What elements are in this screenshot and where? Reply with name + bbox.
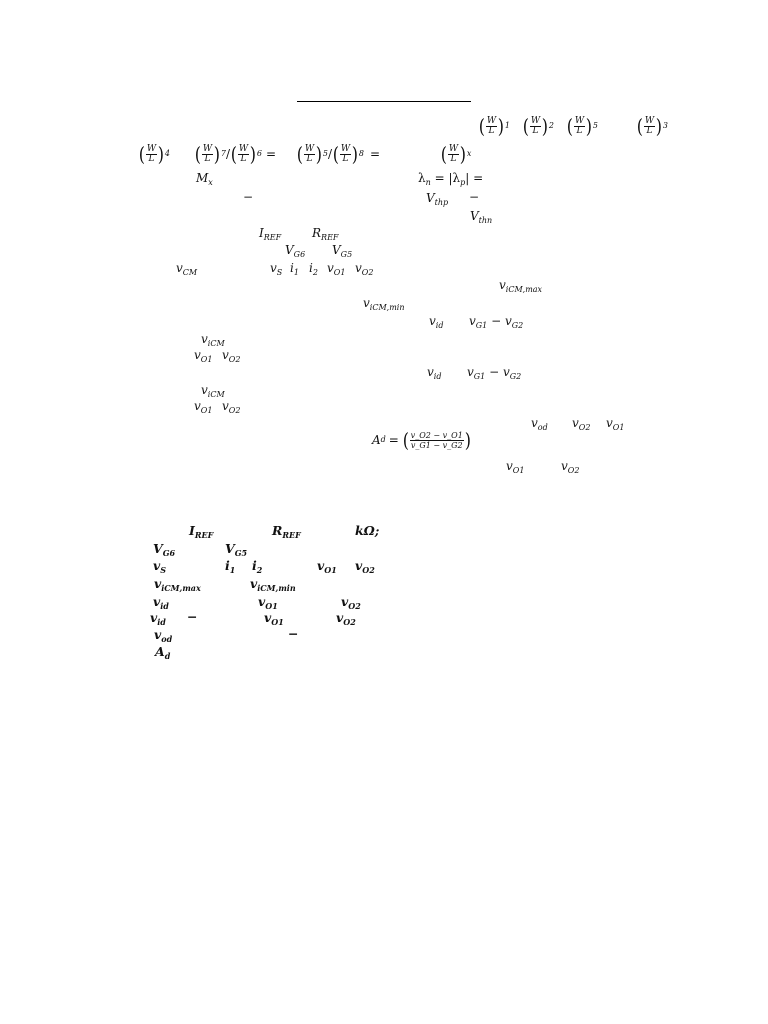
- vo1-bold: $v_{O1}$: [264, 610, 284, 627]
- vicm-max-symbol: $v_{iCM,max}$: [499, 278, 543, 294]
- vo1-bold: $v_{O1}$: [317, 558, 337, 575]
- iref-symbol: $I_{REF}$: [259, 226, 282, 242]
- vg5-bold: $V_{G5}$: [225, 541, 248, 558]
- minus-sign: −: [469, 190, 480, 204]
- vid-symbol: $v_{id}$: [429, 314, 444, 330]
- mx-symbol: $M_x$: [196, 171, 213, 187]
- vicm-symbol: $v_{iCM}$: [201, 332, 225, 348]
- i1-symbol: $i_1$: [290, 261, 299, 277]
- vo2-bold: $v_{O2}$: [341, 594, 361, 611]
- minus-sign: −: [288, 626, 299, 641]
- vthn-symbol: $V_{thn}$: [470, 209, 493, 225]
- vod-symbol: $v_{od}$: [531, 416, 548, 432]
- vo2-bold: $v_{O2}$: [355, 558, 375, 575]
- vo2-symbol: $v_{O2}$: [355, 261, 374, 277]
- vicm-min-bold: $v_{iCM,min}$: [250, 576, 296, 593]
- i2-bold: $i_2$: [252, 558, 263, 575]
- vg6-bold: $V_{G6}$: [153, 541, 176, 558]
- rref-bold: $R_{REF}$: [272, 523, 301, 540]
- heading-underline: [297, 101, 471, 102]
- ad-formula: A d = ( $\frac{v\_O2 - v\_O1}{v\_G1 - v\_G2}$ ): [372, 428, 471, 452]
- vid-bold: $v_{id}$: [153, 594, 169, 611]
- vid-symbol: $v_{id}$: [427, 365, 442, 381]
- vo1-symbol: $v_{O1}$: [606, 416, 625, 432]
- vg1-minus-vg2: $v_{G1} - v_{G2}$: [467, 365, 522, 381]
- i2-symbol: $i_2$: [309, 261, 318, 277]
- vs-bold: $v_S$: [153, 558, 167, 575]
- vs-symbol: $v_S$: [270, 261, 283, 277]
- vo1-symbol: $v_{O1}$: [194, 348, 213, 364]
- vcm-symbol: $v_{CM}$: [176, 261, 198, 277]
- wl3-ratio: ( $\frac{W}{L}$ ) 3: [636, 114, 668, 138]
- vicm-symbol: $v_{iCM}$: [201, 383, 225, 399]
- ad-bold: $A_d$: [155, 644, 171, 661]
- wl1-ratio: ( $\frac{W}{L}$ ) 1: [478, 114, 510, 138]
- i1-bold: $i_1$: [225, 558, 236, 575]
- vo1-symbol: $v_{O1}$: [194, 399, 213, 415]
- vg1-minus-vg2: $v_{G1} - v_{G2}$: [469, 314, 524, 330]
- wl4-ratio: ( $\frac{W}{L}$ ) 4: [138, 142, 170, 166]
- vo1-symbol: $v_{O1}$: [506, 459, 525, 475]
- vo1-bold: $v_{O1}$: [258, 594, 278, 611]
- vo2-bold: $v_{O2}$: [336, 610, 356, 627]
- vg5-symbol: $V_{G5}$: [332, 243, 353, 259]
- wl2-ratio: ( $\frac{W}{L}$ ) 2: [522, 114, 554, 138]
- vicm-max-bold: $v_{iCM,max}$: [154, 576, 201, 593]
- vg6-symbol: $V_{G6}$: [285, 243, 306, 259]
- minus-sign: −: [187, 609, 198, 624]
- iref-bold: $I_{REF}$: [189, 523, 214, 540]
- vod-bold: $v_{od}$: [154, 627, 173, 644]
- wlx-ratio: ( $\frac{W}{L}$ ) x: [440, 142, 472, 166]
- vo2-symbol: $v_{O2}$: [222, 348, 241, 364]
- kohm-unit: kΩ;: [355, 523, 380, 538]
- vo2-symbol: $v_{O2}$: [572, 416, 591, 432]
- rref-symbol: $R_{REF}$: [312, 226, 339, 242]
- lambda-equation: $\lambda_n = |\lambda_p|$ =: [418, 171, 484, 187]
- vo1-symbol: $v_{O1}$: [327, 261, 346, 277]
- vo2-symbol: $v_{O2}$: [561, 459, 580, 475]
- vthp-symbol: $V_{thp}$: [426, 191, 449, 207]
- vicm-min-symbol: $v_{iCM,min}$: [363, 296, 405, 312]
- wl7-over-wl6: ( $\frac{W}{L}$ ) 7 / ( $\frac{W}{L}$ ) 6 =: [194, 142, 277, 166]
- minus-sign: −: [243, 190, 254, 204]
- wl5-over-wl8: ( $\frac{W}{L}$ ) 5 / ( $\frac{W}{L}$ ) 8 =: [296, 142, 381, 166]
- vid-bold: $v_{id}$: [150, 610, 166, 627]
- wl5-ratio: ( $\frac{W}{L}$ ) 5: [566, 114, 598, 138]
- vo2-symbol: $v_{O2}$: [222, 399, 241, 415]
